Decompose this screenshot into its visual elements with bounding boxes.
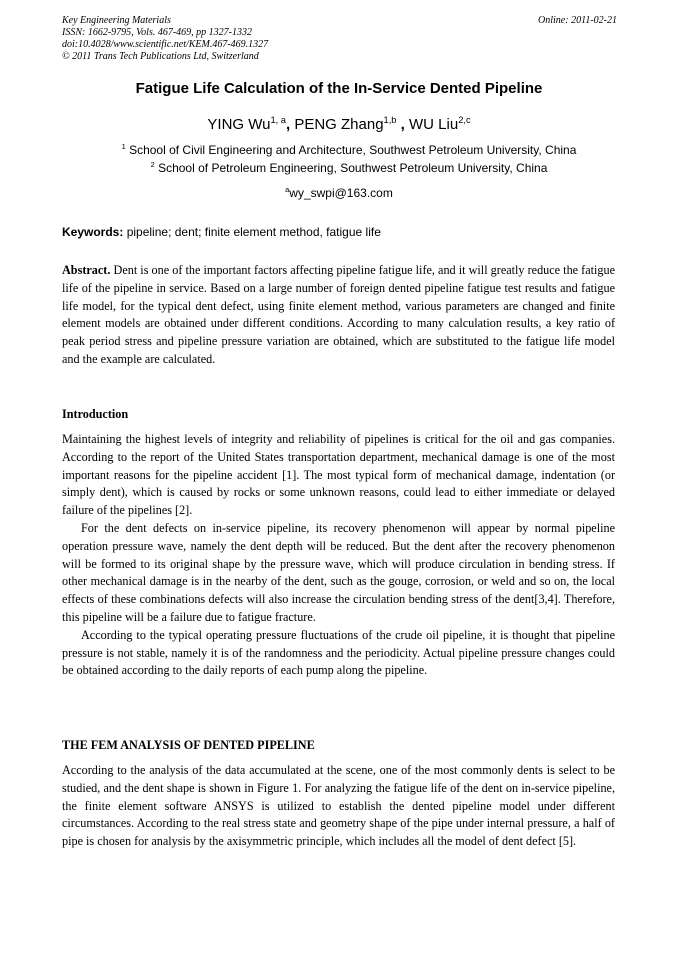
- affiliation-1: [10, 143, 678, 157]
- author-list: [0, 116, 678, 134]
- author-affiliation-mark: 1,b: [383, 115, 397, 125]
- paragraph: According to the analysis of the data accumulated at the scene, one of the most commonly dents is select to be studied, and the dent shape is shown in Figure 1. For analyzing the fatigue life of the dent on in-service pipeline, the finite element software ANSYS is utilized to establish the dented pipeline model under different circumstances. According to the real stress state and geometry shape of the pipe under internal pressure, a half of pipe is chosen for analysis by the axisymmetric principle, which includes all the model of dent defect [5].: [62, 763, 615, 849]
- introduction-body: [62, 431, 615, 680]
- keywords-label: Keywords:: [62, 225, 124, 239]
- affiliation-number: 1: [121, 142, 126, 151]
- author-email: [0, 186, 678, 200]
- author-name: YING Wu: [207, 116, 271, 133]
- affiliation-text: School of Petroleum Engineering, Southwest Petroleum University, China: [158, 161, 548, 175]
- journal-header: [62, 15, 617, 63]
- author-affiliation-mark: 1, a: [270, 115, 286, 125]
- paragraph: For the dent defects on in-service pipeline, its recovery phenomenon will appear by normal pipeline operation pressure wave, namely the dent depth will be reduced. But the dent after the recovery phenomenon will be formed to its original shape by the pressure wave, which will produce circulation in bending stress. If other mechanical damage is in the nearby of the dent, such as the gouge, corrosion, or weld and so on, the local effects of these combinations defects will also increase the circulation bending stress of the dent[3,4]. Therefore, this pipeline will be a failure due to fatigue fracture.: [62, 520, 615, 624]
- email-mark: a: [285, 185, 290, 194]
- affiliation-text: School of Civil Engineering and Architecture, Southwest Petroleum University, China: [129, 143, 577, 157]
- online-date: Online: 2011-02-21: [538, 15, 617, 26]
- keywords: [62, 225, 616, 239]
- paragraph: According to the typical operating pressure fluctuations of the crude oil pipeline, it is thought that pipeline pressure is not stable, namely it is of the randomness and the periodicity. Actual pipeline pressure changes could be obtained according to the daily reports of each pump along the pipeline.: [62, 627, 615, 678]
- fem-heading: THE FEM ANALYSIS OF DENTED PIPELINE: [62, 738, 315, 752]
- journal-name: Key Engineering Materials: [62, 15, 171, 26]
- abstract-text: Dent is one of the important factors affecting pipeline fatigue life, and it will greatly reduce the fatigue life of the pipeline in service. Based on a large number of foreign dented pipeline fatigue test results and fatigue life model, for the typical dent defect, using finite element method, various parameters are changed and finite element models are obtained under different conditions. According to many calculation results, a key ratio of peak period stress and pipeline pressure variation are obtained, which are substituted to the fatigue life model and the example are calculated.: [62, 263, 616, 366]
- doi-line: doi:10.4028/www.scientific.net/KEM.467-469.1327: [62, 39, 269, 50]
- author-name: PENG Zhang: [294, 116, 384, 133]
- affiliation-number: 2: [150, 160, 155, 169]
- author-separator: ,: [285, 116, 295, 133]
- introduction-heading: Introduction: [62, 407, 129, 421]
- keywords-text: pipeline; dent; finite element method, fatigue life: [126, 225, 381, 239]
- abstract: [62, 262, 615, 369]
- abstract-label: Abstract.: [62, 263, 111, 277]
- email-text: wy_swpi@163.com: [289, 186, 393, 200]
- paragraph: Maintaining the highest levels of integrity and reliability of pipelines is critical for the oil and gas companies. According to the report of the United States transportation department, mechanical damage is one of the most important reasons for the pipeline accident [1]. The most typical form of mechanical damage, indentation (or simply dent), which is caused by rocks or some unknown reasons, could lead to either immediate or delayed failure of the pipelines [2].: [62, 432, 615, 518]
- author-affiliation-mark: 2,c: [458, 115, 471, 125]
- author-separator: ,: [396, 116, 409, 133]
- author-name: WU Liu: [409, 116, 459, 133]
- copyright-line: © 2011 Trans Tech Publications Ltd, Switzerland: [62, 51, 259, 62]
- issn-line: ISSN: 1662-9795, Vols. 467-469, pp 1327-1332: [62, 27, 252, 38]
- fem-body: [62, 762, 615, 851]
- paper-title: Fatigue Life Calculation of the In-Service Dented Pipeline: [135, 80, 543, 97]
- affiliation-2: [10, 161, 678, 175]
